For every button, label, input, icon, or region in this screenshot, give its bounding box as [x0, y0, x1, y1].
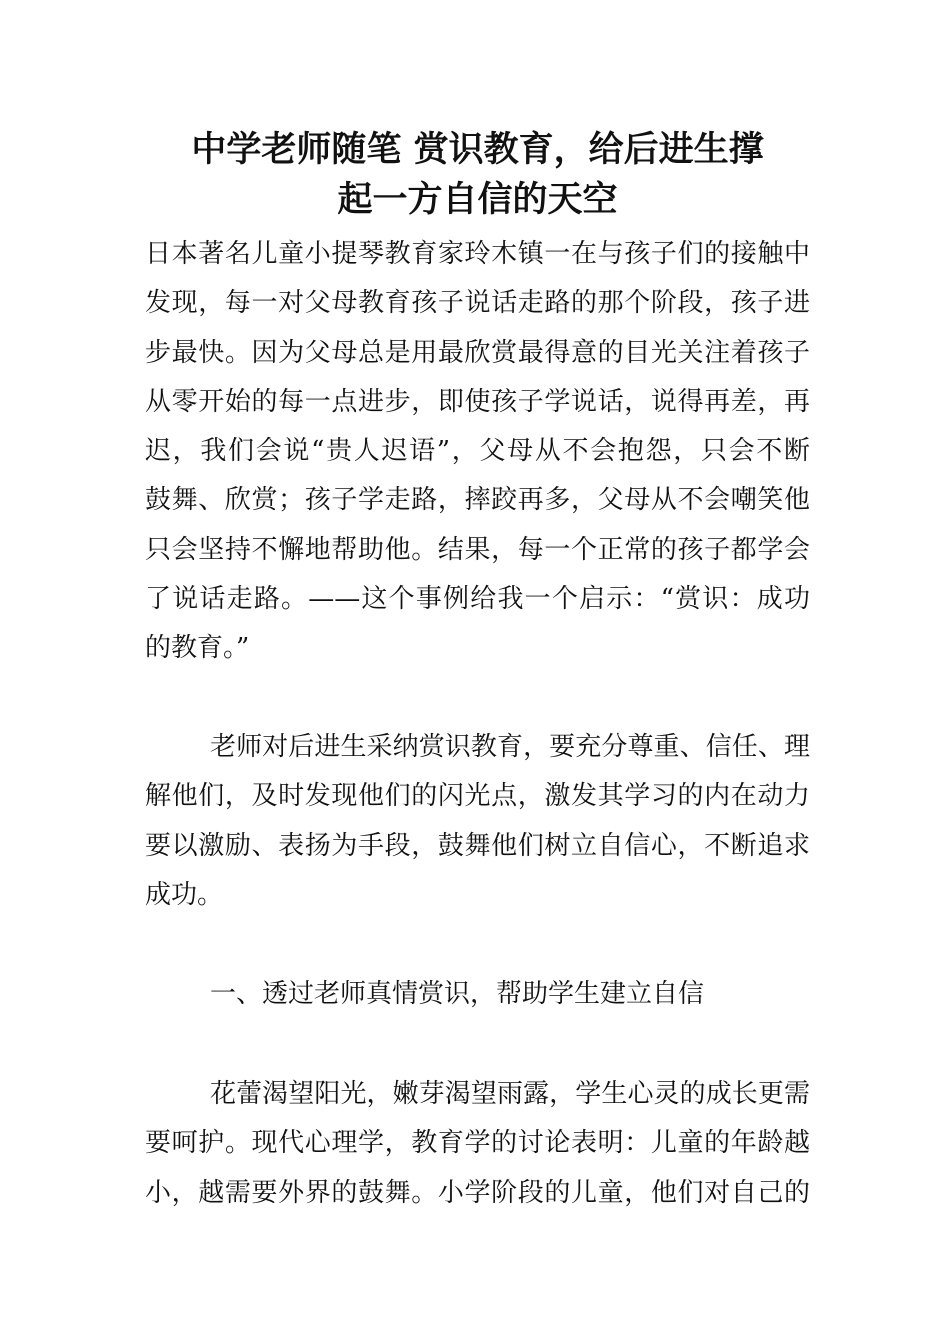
text-line: 从零开始的每一点进步，即使孩子学说话，说得再差，再 — [145, 386, 810, 417]
text-line: 步最快。因为父母总是用最欣赏最得意的目光关注着孩子 — [145, 337, 810, 368]
paragraph-intro — [145, 230, 810, 674]
paragraph-growth — [145, 1070, 810, 1218]
text-line: 发现，每一对父母教育孩子说话走路的那个阶段，孩子进 — [145, 288, 810, 319]
text-line: 小，越需要外界的鼓舞。小学阶段的儿童，他们对自己的 — [145, 1177, 810, 1208]
text-line: 日本著名儿童小提琴教育家玲木镇一在与孩子们的接触中 — [145, 239, 810, 269]
text-line: 解他们，及时发现他们的闪光点，激发其学习的内在动力 — [145, 781, 810, 812]
title-line: 中学老师随笔 赏识教育，给后进生撑 — [191, 130, 764, 170]
title-line: 起一方自信的天空 — [337, 180, 618, 220]
section-heading — [145, 970, 810, 1019]
text-line: 花蕾渴望阳光，嫩芽渴望雨露，学生心灵的成长更需 — [210, 1079, 810, 1109]
text-line: 只会坚持不懈地帮助他。结果，每一个正常的孩子都学会 — [145, 534, 810, 565]
document-title — [145, 125, 810, 225]
text-line: 的教育。” — [145, 633, 250, 664]
text-line: 鼓舞、欣赏；孩子学走路，摔跤再多，父母从不会嘲笑他 — [145, 485, 810, 516]
text-line: 要呵护。现代心理学，教育学的讨论表明：儿童的年龄越 — [145, 1128, 810, 1159]
text-line: 要以激励、表扬为手段，鼓舞他们树立自信心，不断追求 — [145, 830, 810, 861]
text-line: 老师对后进生采纳赏识教育，要充分尊重、信任、理 — [210, 732, 810, 762]
text-line: 成功。 — [145, 879, 224, 910]
text-line: 迟，我们会说“贵人迟语”，父母从不会抱怨，只会不断 — [145, 436, 810, 467]
text-line: 一、透过老师真情赏识，帮助学生建立自信 — [210, 979, 705, 1009]
paragraph-appreciation — [145, 723, 810, 920]
text-line: 了说话走路。——这个事例给我一个启示：“赏识：成功 — [145, 584, 810, 615]
